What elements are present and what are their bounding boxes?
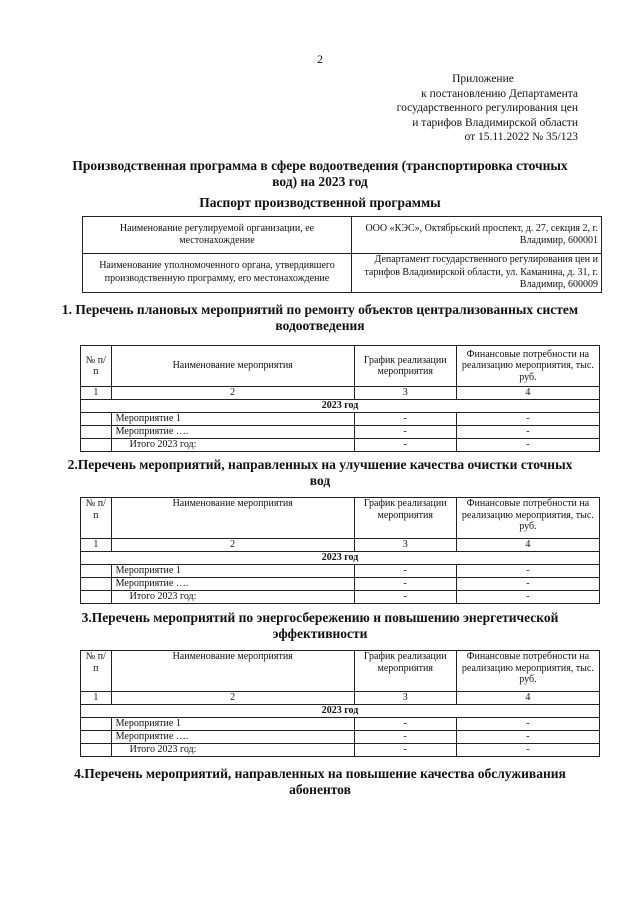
index-row [81,692,600,705]
index-cell: 3 [354,387,456,400]
event-name: Мероприятие …. [111,578,354,591]
table-row [81,718,600,731]
col-finance: Финансовые потребности на реализацию мероприятия, тыс. руб. [456,346,599,387]
measures-table [80,650,600,757]
col-schedule: График реализации мероприятия [354,346,456,387]
passport-label: Наименование уполномоченного органа, утвердившего производственную программу, его местонахождение [83,254,352,293]
appendix-line: и тарифов Владимирской области [412,116,578,129]
index-cell: 1 [81,539,112,552]
index-cell: 2 [111,692,354,705]
total-label: Итого 2023 год: [111,744,354,757]
finance-cell: - [456,565,599,578]
event-name: Мероприятие 1 [111,413,354,426]
finance-cell: - [456,413,599,426]
num-cell [81,578,112,591]
appendix-block [328,72,578,145]
index-cell: 3 [354,539,456,552]
event-name: Мероприятие …. [111,426,354,439]
num-cell [81,439,112,452]
document-title: Производственная программа в сфере водоотведения (транспортировка сточных вод) на 2023 год [72,158,568,189]
year-row [81,552,600,565]
measures-table [80,345,600,452]
index-cell: 1 [81,692,112,705]
schedule-cell: - [354,578,456,591]
num-cell [81,718,112,731]
table-header-row [81,346,600,387]
year-row [81,705,600,718]
appendix-line: государственного регулирования цен [396,102,578,114]
schedule-cell: - [354,426,456,439]
schedule-cell: - [354,731,456,744]
total-row [81,439,600,452]
table-row [83,254,602,293]
schedule-cell: - [354,439,456,452]
passport-label: Наименование регулируемой организации, ее местонахождение [83,217,352,254]
num-cell [81,565,112,578]
index-cell: 2 [111,539,354,552]
passport-value: Департамент государственного регулирования цен и тарифов Владимирской области, ул. Каманина, д. 31, г. Владимир, 600009 [352,254,602,293]
passport-title: Паспорт производственной программы [199,195,441,210]
num-cell [81,426,112,439]
num-cell [81,731,112,744]
schedule-cell: - [354,591,456,604]
index-cell: 4 [456,692,599,705]
index-cell: 3 [354,692,456,705]
section-title: 2.Перечень мероприятий, направленных на улучшение качества очистки сточных вод [67,457,573,488]
num-cell [81,413,112,426]
schedule-cell: - [354,718,456,731]
num-cell [81,744,112,757]
year-row [81,400,600,413]
index-cell: 4 [456,539,599,552]
table-row [81,413,600,426]
year-cell: 2023 год [81,400,600,413]
schedule-cell: - [354,744,456,757]
passport-table [82,216,602,293]
table-row [81,731,600,744]
index-cell: 1 [81,387,112,400]
col-num: № п/п [81,346,112,387]
table-row [81,565,600,578]
finance-cell: - [456,591,599,604]
index-cell: 2 [111,387,354,400]
event-name: Мероприятие …. [111,731,354,744]
schedule-cell: - [354,565,456,578]
year-cell: 2023 год [81,552,600,565]
section-title: 3.Перечень мероприятий по энергосбережению и повышению энергетической эффективности [81,610,559,641]
year-cell: 2023 год [81,705,600,718]
col-name: Наименование мероприятия [111,498,354,539]
col-schedule: График реализации мероприятия [354,651,456,692]
schedule-cell: - [354,413,456,426]
section-title: 1. Перечень плановых мероприятий по ремонту объектов централизованных систем водоотведения [61,302,579,333]
finance-cell: - [456,426,599,439]
num-cell [81,591,112,604]
finance-cell: - [456,718,599,731]
table-row [81,578,600,591]
event-name: Мероприятие 1 [111,718,354,731]
total-label: Итого 2023 год: [111,439,354,452]
col-finance: Финансовые потребности на реализацию мероприятия, тыс. руб. [456,498,599,539]
col-name: Наименование мероприятия [111,651,354,692]
appendix-line: Приложение [452,73,514,85]
col-finance: Финансовые потребности на реализацию мероприятия, тыс. руб. [456,651,599,692]
index-row [81,387,600,400]
index-cell: 4 [456,387,599,400]
total-row [81,591,600,604]
table-header-row [81,498,600,539]
total-row [81,744,600,757]
total-label: Итого 2023 год: [111,591,354,604]
col-schedule: График реализации мероприятия [354,498,456,539]
col-num: № п/п [81,651,112,692]
table-row [81,426,600,439]
finance-cell: - [456,731,599,744]
section-title: 4.Перечень мероприятий, направленных на повышение качества обслуживания абонентов [74,766,566,797]
finance-cell: - [456,744,599,757]
event-name: Мероприятие 1 [111,565,354,578]
table-row [83,217,602,254]
page-number: 2 [317,52,323,66]
appendix-line: от 15.11.2022 № 35/123 [464,131,578,143]
appendix-line: к постановлению Департамента [421,87,578,100]
col-name: Наименование мероприятия [111,346,354,387]
index-row [81,539,600,552]
passport-value: ООО «КЭС», Октябрьский проспект, д. 27, секция 2, г. Владимир, 600001 [352,217,602,254]
measures-table [80,497,600,604]
table-header-row [81,651,600,692]
finance-cell: - [456,439,599,452]
finance-cell: - [456,578,599,591]
col-num: № п/п [81,498,112,539]
